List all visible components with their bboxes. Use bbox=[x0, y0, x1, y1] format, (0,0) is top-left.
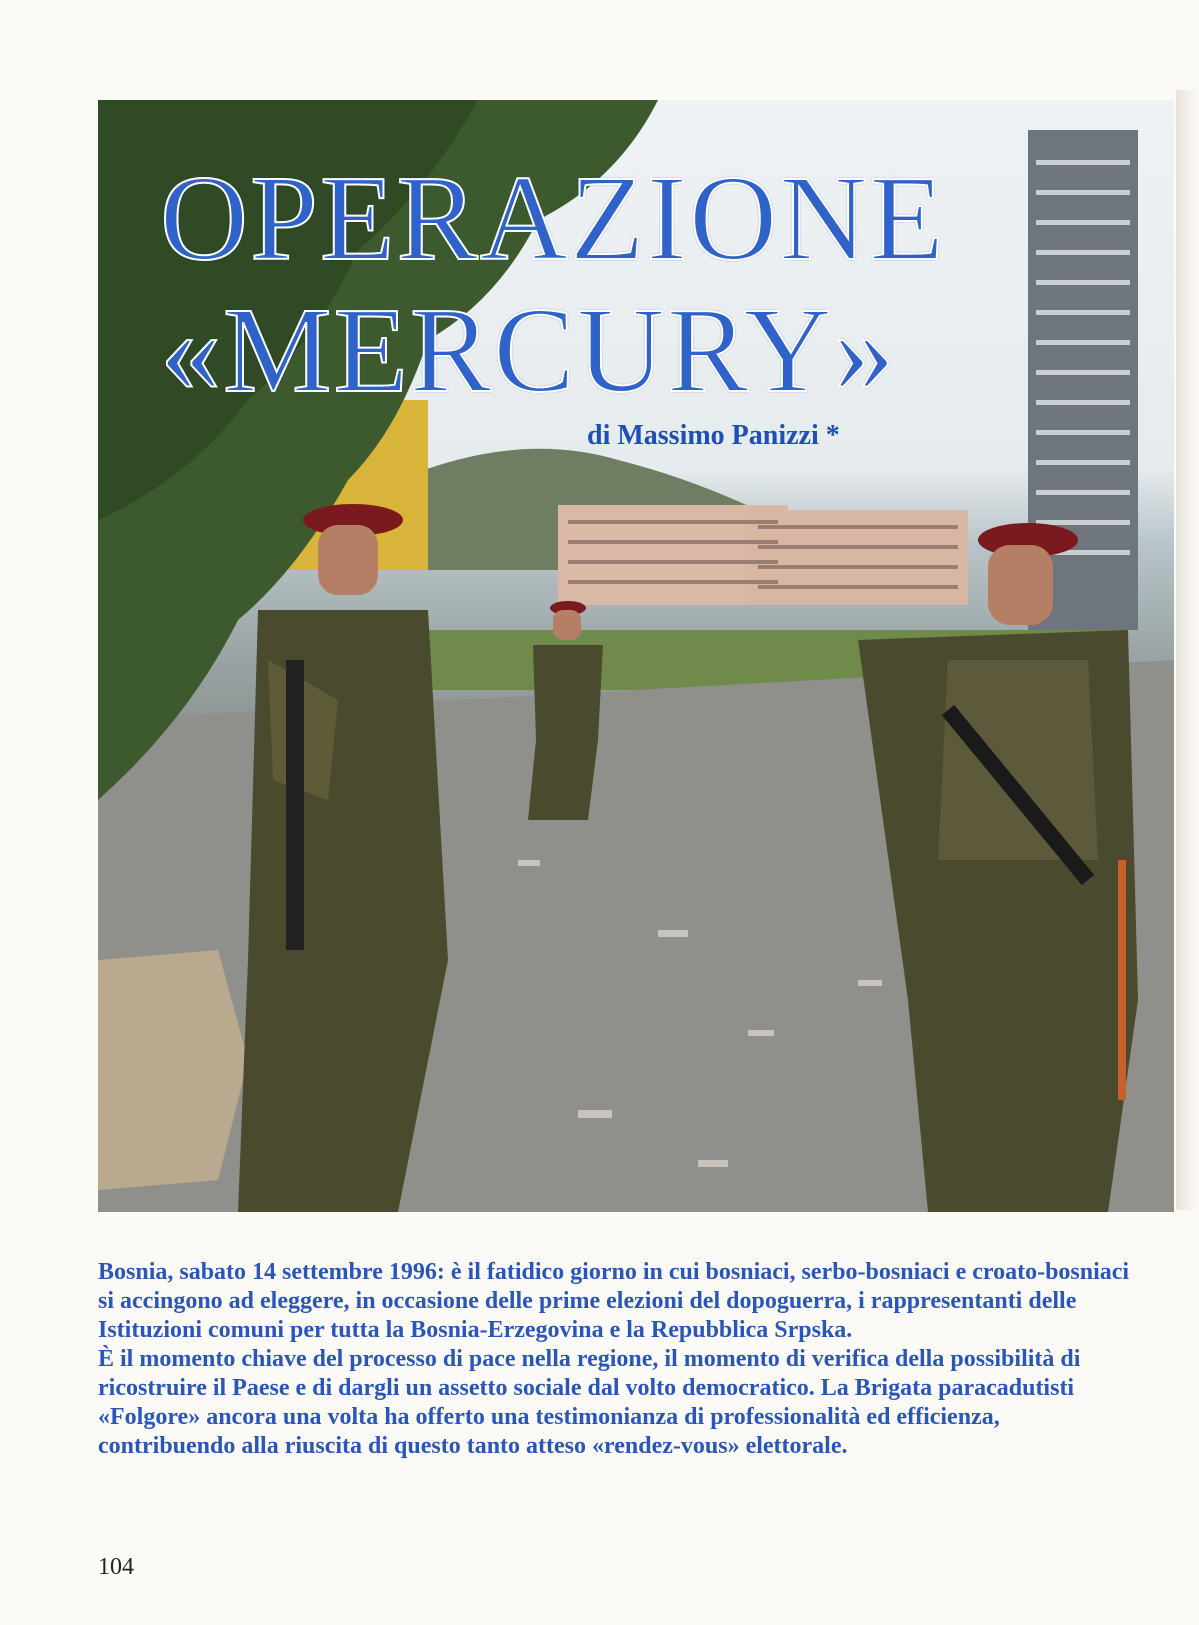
byline: di Massimo Panizzi * bbox=[587, 420, 840, 451]
lead-paragraph: È il momento chiave del processo di pace nella regione, il momento di verifica della possibilità di ricostruire il Paese e di dargli un assetto sociale dal volto democratico. La Brigata paracadutisti «Folgore» ancora una volta ha offerto una testimonianza di professionalità ed efficienza, contribuendo alla riuscita di questo tanto atteso «rendez-vous» elettorale. bbox=[98, 1346, 1081, 1459]
soldier-left bbox=[238, 504, 448, 1212]
apartment-block bbox=[748, 510, 968, 605]
page-edge bbox=[1176, 90, 1199, 1210]
title-line-2: «MERCURY» bbox=[160, 283, 897, 418]
lead-text bbox=[98, 1258, 1143, 1461]
pole bbox=[1118, 860, 1126, 1100]
title-line-1: OPERAZIONE bbox=[160, 151, 946, 286]
page-number: 104 bbox=[98, 1554, 134, 1580]
lead-paragraph: Bosnia, sabato 14 settembre 1996: è il fatidico giorno in cui bosniaci, serbo-bosniaci e croato-bosniaci si accingono ad eleggere, in occasione delle prime elezioni del dopoguerra, i rappresentanti delle Istituzioni comuni per tutta la Bosnia-Erzegovina e la Repubblica Srpska. bbox=[98, 1259, 1130, 1343]
